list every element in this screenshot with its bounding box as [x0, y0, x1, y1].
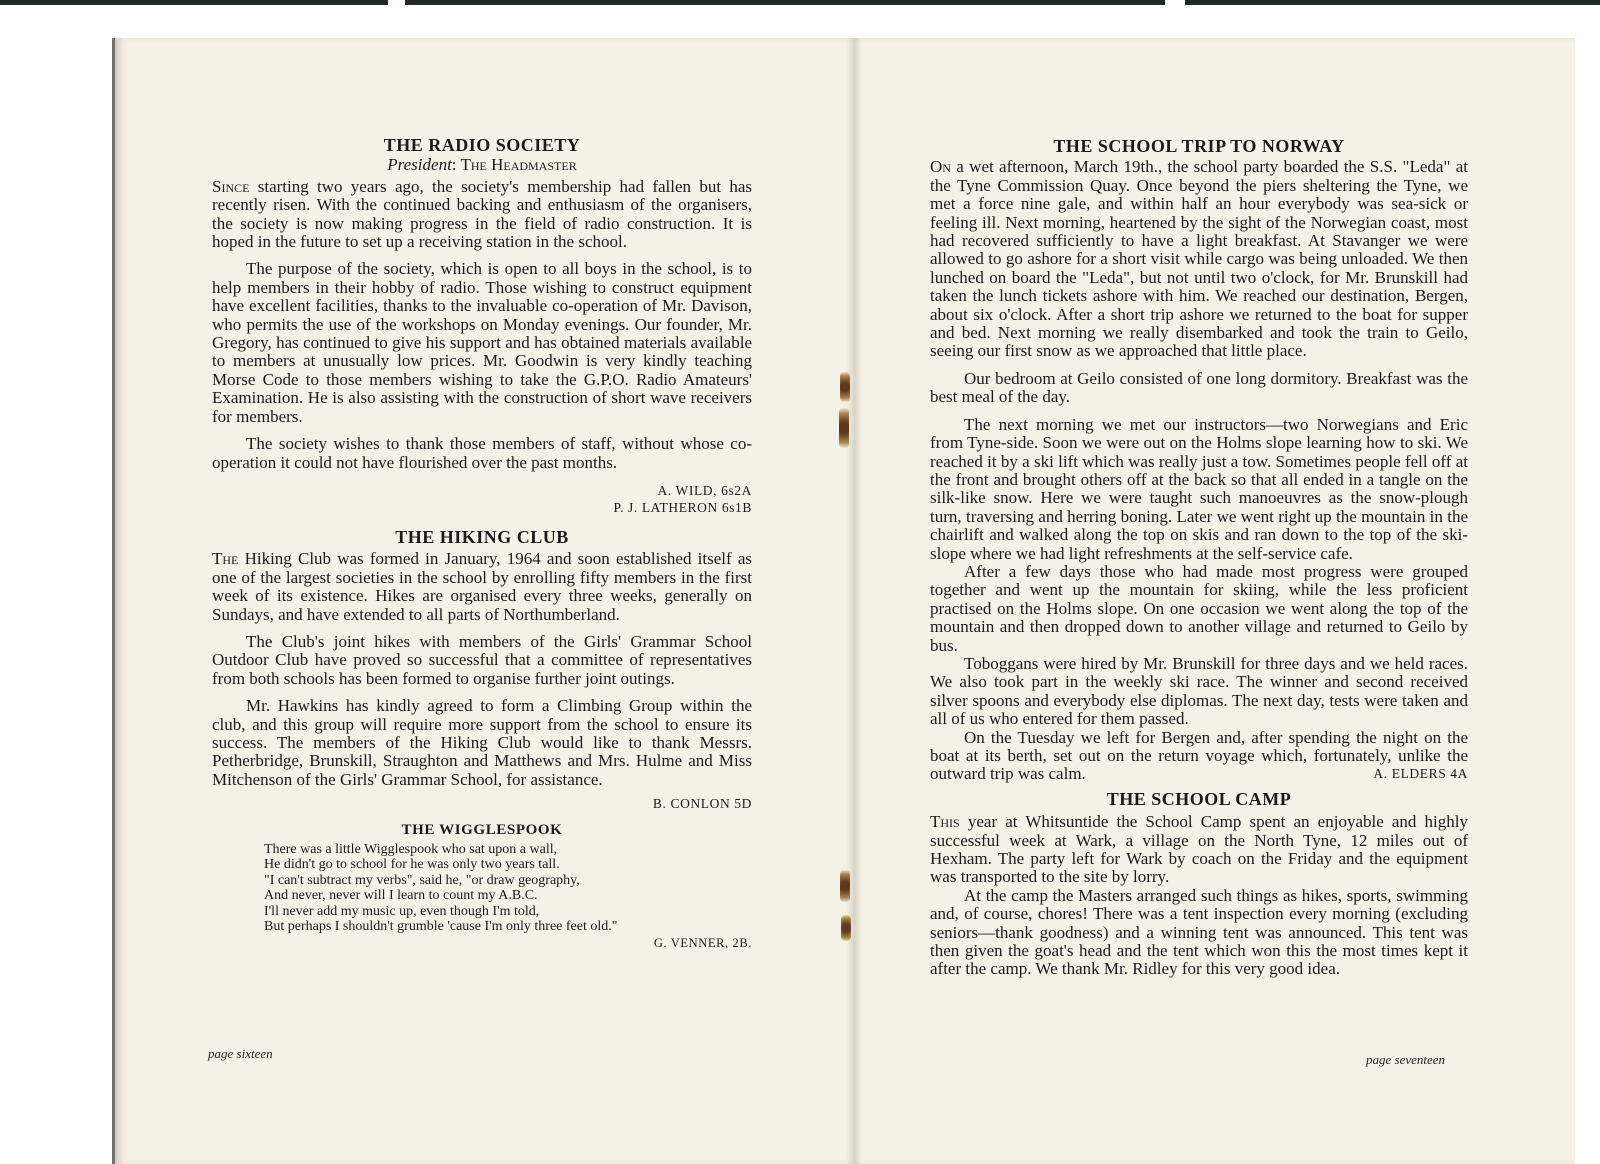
page-number-left: page sixteen: [208, 1046, 273, 1061]
signature-venner: G. VENNER, 2B.: [653, 935, 752, 950]
norway-paragraph-4: After a few days those who had made most progress were grouped together and went up the mountain for skiing, while the less proficient practised on the Holms slope. On one occasion we went along the top of the mountain and then dropped down to another village and returned to Geilo by bus.: [930, 561, 1468, 655]
poem-line: "I can't subtract my verbs", said he, "or draw geography,: [264, 872, 580, 888]
norway-paragraph-1: On a wet afternoon, March 19th., the school party boarded the S.S. "Leda" at the Tyne Commission Quay. Once beyond the piers sheltering the Tyne, we met a force nine gale, and within half an hour everybody was sea-sick or feeling ill. Next morning, heartened by the sight of the Norwegian coast, most had recovered sufficiently to have a light breakfast. At Stavanger we were allowed to go ashore for a short visit while cargo was being unloaded. We then lunched on board the "Leda", but not until two o'clock, for Mr. Brunskill had taken the lunch tickets ashore with him. We reached our destination, Bergen, about six o'clock. After a short trip ashore we returned to the boat for supper and bed. Next morning we really disembarked and took the train to Geilo, seeing our first snow as we approached that little place.: [930, 157, 1468, 361]
president-line: [212, 156, 752, 174]
wigglespook-title: THE WIGGLESPOOK: [401, 822, 563, 839]
hiking-club-title: THE HIKING CLUB: [395, 526, 569, 547]
signature-wild: A. WILD, 6s2A: [657, 482, 752, 498]
president-value: : The Headmaster: [451, 155, 577, 175]
poem-line: He didn't go to school for he was only two years tall.: [264, 857, 560, 873]
radio-paragraph-2: The purpose of the society, which is open to all boys in the school, is to help members in their hobby of radio. Those wishing to construct equipment have excellent facilities, thanks to the invaluable co-operation of Mr. Davison, who permits the use of the workshops on Monday evenings. Our founder, Mr. Gregory, has continued to give his support and has obtained materials available to members at unusually low prices. Mr. Goodwin is very kindly teaching Morse Code to those members wishing to take the G.P.O. Radio Amateurs' Examination. He is also assisting with the construction of short wave receivers for members.: [212, 259, 752, 426]
staple-mark: [839, 408, 849, 448]
hiking-paragraph-2: The Club's joint hikes with members of the Girls' Grammar School Outdoor Club have proved so successful that a committee of representatives from both schools has been formed to organise further joint outings.: [212, 631, 752, 688]
left-page: [212, 136, 752, 952]
norway-paragraph-3: The next morning we met our instructors—two Norwegians and Eric from Tyne-side. Soon we were out on the Holms slope learning how to ski. We reached it by a ski lift which was really just a tow. Sometimes people fell off at the front and brought others off at the back so that all ended in a tangle on the silk-like snow. Here we were taught such manoeuvres as the snow-plough turn, traversing and herring boning. Later we went right up the mountain in the chairlift and walked along the top on skis and ran down to the top of the ski-slope where we had light refreshments at the self-service cafe.: [930, 414, 1468, 563]
right-page: [930, 137, 1468, 979]
norway-paragraph-5: Toboggans were hired by Mr. Brunskill for three days and we held races. We also took part in the weekly ski race. The winner and second received silver spoons and everybody else diplomas. The next day, tests were taken and all of us who entered for them passed.: [930, 653, 1468, 729]
scan-edge: [1185, 0, 1600, 5]
staple-mark: [841, 915, 851, 941]
hiking-paragraph-3: Mr. Hawkins has kindly agreed to form a Climbing Group within the club, and this group will require more support from the school to ensure its success. The members of the Hiking Club would like to thank Messrs. Petherbridge, Brunskill, Straughton and Matthews and Mrs. Hulme and Miss Mitchenson of the Girls' Grammar School, for assistance.: [212, 696, 752, 789]
poem-line: I'll never add my music up, even though I'm told,: [264, 903, 540, 919]
scan-edge: [0, 0, 388, 5]
camp-paragraph-2: At the camp the Masters arranged such things as hikes, sports, swimming and, of course, chores! There was a tent inspection every morning (excluding seniors—thank goodness) and a winning tent was announced. This tent was then given the goat's head and the tent which won this the most times kept it after the camp. We thank Mr. Ridley for this very good idea.: [930, 885, 1468, 979]
radio-society-title: THE RADIO SOCIETY: [383, 135, 581, 155]
poem-line: But perhaps I shouldn't grumble 'cause I'm only three feet old.": [264, 919, 618, 935]
binding-gutter: [846, 38, 862, 1164]
signature-latheron: P. J. LATHERON 6s1B: [613, 499, 752, 515]
norway-paragraph-6: On the Tuesday we left for Bergen and, after spending the night on the boat at its berth, set out on the return voyage which, fortunately, unlike the outward trip was calm. A. ELDERS 4A: [930, 727, 1468, 784]
school-camp-title: THE SCHOOL CAMP: [1106, 788, 1292, 809]
norway-trip-title: THE SCHOOL TRIP TO NORWAY: [1053, 136, 1345, 156]
scan-edge: [405, 0, 1165, 5]
staple-mark: [840, 870, 850, 902]
radio-paragraph-3: The society wishes to thank those members of staff, without whose co-operation it could not have flourished over the past months.: [212, 434, 752, 472]
wigglespook-poem: [264, 842, 752, 935]
camp-paragraph-1: This year at Whitsuntide the School Camp spent an enjoyable and highly successful week at Wark, a village on the North Tyne, 12 miles out of Hexham. The party left for Wark by coach on the Friday and the equipment was transported to the site by lorry.: [930, 812, 1468, 887]
signature-conlon: B. CONLON 5D: [652, 796, 752, 812]
staple-mark: [840, 372, 850, 402]
page-number-right: page seventeen: [1366, 1052, 1446, 1067]
signature-elders: A. ELDERS 4A: [1373, 766, 1468, 782]
poem-line: And never, never will I learn to count my A.B.C.: [264, 888, 538, 904]
hiking-paragraph-1: The Hiking Club was formed in January, 1964 and soon established itself as one of the largest societies in the school by enrolling fifty members in the first week of its existence. Hikes are organised every three weeks, generally on Sundays, and have extended to all parts of Northumberland.: [212, 549, 752, 624]
radio-paragraph-1: Since starting two years ago, the society's membership had fallen but has recently risen. With the continued backing and enthusiasm of the organisers, the society is now making progress in the field of radio construction. It is hoped in the future to set up a receiving station in the school.: [212, 176, 752, 252]
norway-paragraph-2: Our bedroom at Geilo consisted of one long dormitory. Breakfast was the best meal of the day.: [930, 368, 1468, 407]
president-label: President: [387, 155, 452, 175]
poem-line: There was a little Wigglespook who sat upon a wall,: [264, 841, 558, 857]
